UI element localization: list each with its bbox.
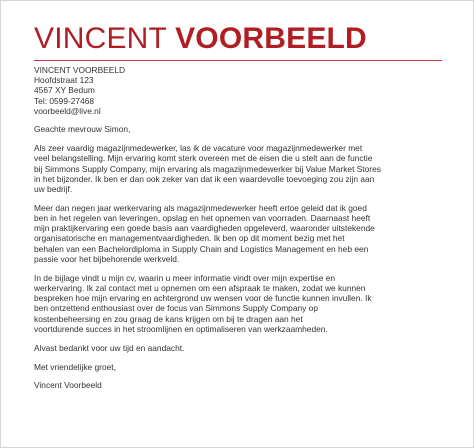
sender-address: [34, 65, 446, 116]
first-name: VINCENT: [34, 22, 167, 55]
paragraph-line: passie voor het bijbehorende werkveld.: [34, 253, 180, 264]
heading-divider: [34, 60, 442, 61]
paragraph-line: ben in het regelen van leveringen, opslag en het opnemen van voorraden. Daarnaast heeft: [34, 213, 371, 223]
paragraph-line: behalen van een Bachelordiploma in Supply Chain and Logistics Management en heb een: [34, 243, 369, 254]
sender-city: 4567 XY Bedum: [34, 85, 95, 96]
sender-street: Hoofdstraat 123: [34, 75, 94, 86]
name-heading: [34, 22, 367, 56]
paragraph-line: bij Simmons Supply Company, mijn ervaring als magazijnmedewerker bij Value Market Stores: [34, 163, 381, 174]
paragraph-line: voortdurende succes in het stroomlijnen en optimaliseren van werkzaamheden.: [34, 323, 328, 334]
paragraph-intro: [34, 143, 446, 194]
paragraph-line: Als zeer vaardig magazijnmedewerker, las ik de vacature voor magazijnmedewerker met: [34, 143, 363, 154]
paragraph-line: mijn praktijkervaring een goede basis aan vaardigheden opgeleverd, waaronder uitstekende: [34, 223, 375, 234]
paragraph-attachment: [34, 273, 446, 334]
paragraph-line: in het bijzonder. Ik ben er dan ook zeker van dat ik een waardevolle toevoeging zou zijn aan: [34, 173, 375, 184]
thanks-line: Alvast bedankt voor uw tijd en aandacht.: [34, 342, 185, 353]
sender-email[interactable]: voorbeeld@live.nl: [34, 105, 101, 116]
last-name: VOORBEELD: [175, 22, 367, 55]
signature-name: Vincent Voorbeeld: [34, 380, 102, 391]
paragraph-experience: [34, 203, 446, 264]
salutation: Geachte mevrouw Simon,: [34, 124, 131, 135]
paragraph-line: Meer dan negen jaar werkervaring als magazijnmedewerker heeft ertoe geleid dat ik goed: [34, 202, 367, 213]
paragraph-line: veel belangstelling. Mijn ervaring komt sterk overeen met de eisen die u stelt aan de functie: [34, 153, 373, 164]
paragraph-line: werkervaring. Ik zal contact met u opnemen om een afspraak te maken, zodat we kunnen: [34, 282, 366, 293]
sender-name: VINCENT VOORBEELD: [34, 65, 126, 75]
paragraph-line: bespreken hoe mijn ervaring en achtergrond uw wensen voor de functie kunnen invullen. Ik: [34, 293, 372, 304]
paragraph-line: In de bijlage vindt u mijn cv, waarin u meer informatie vindt over mijn expertise en: [34, 272, 336, 283]
paragraph-line: ben ontzettend enthousiast over de focus van Simmons Supply Company op: [34, 303, 318, 314]
closing-line: Met vriendelijke groet,: [34, 361, 116, 372]
paragraph-line: organisatorische en managementvaardigheden. Ik ben op dit moment bezig met het: [34, 233, 345, 244]
letter-body: [34, 65, 446, 399]
paragraph-line: uw bedrijf.: [34, 183, 73, 194]
sender-phone: Tel: 0599-27468: [34, 95, 95, 106]
paragraph-line: kostenbeheersing en zou graag de kans krijgen om bij te dragen aan het: [34, 313, 303, 324]
